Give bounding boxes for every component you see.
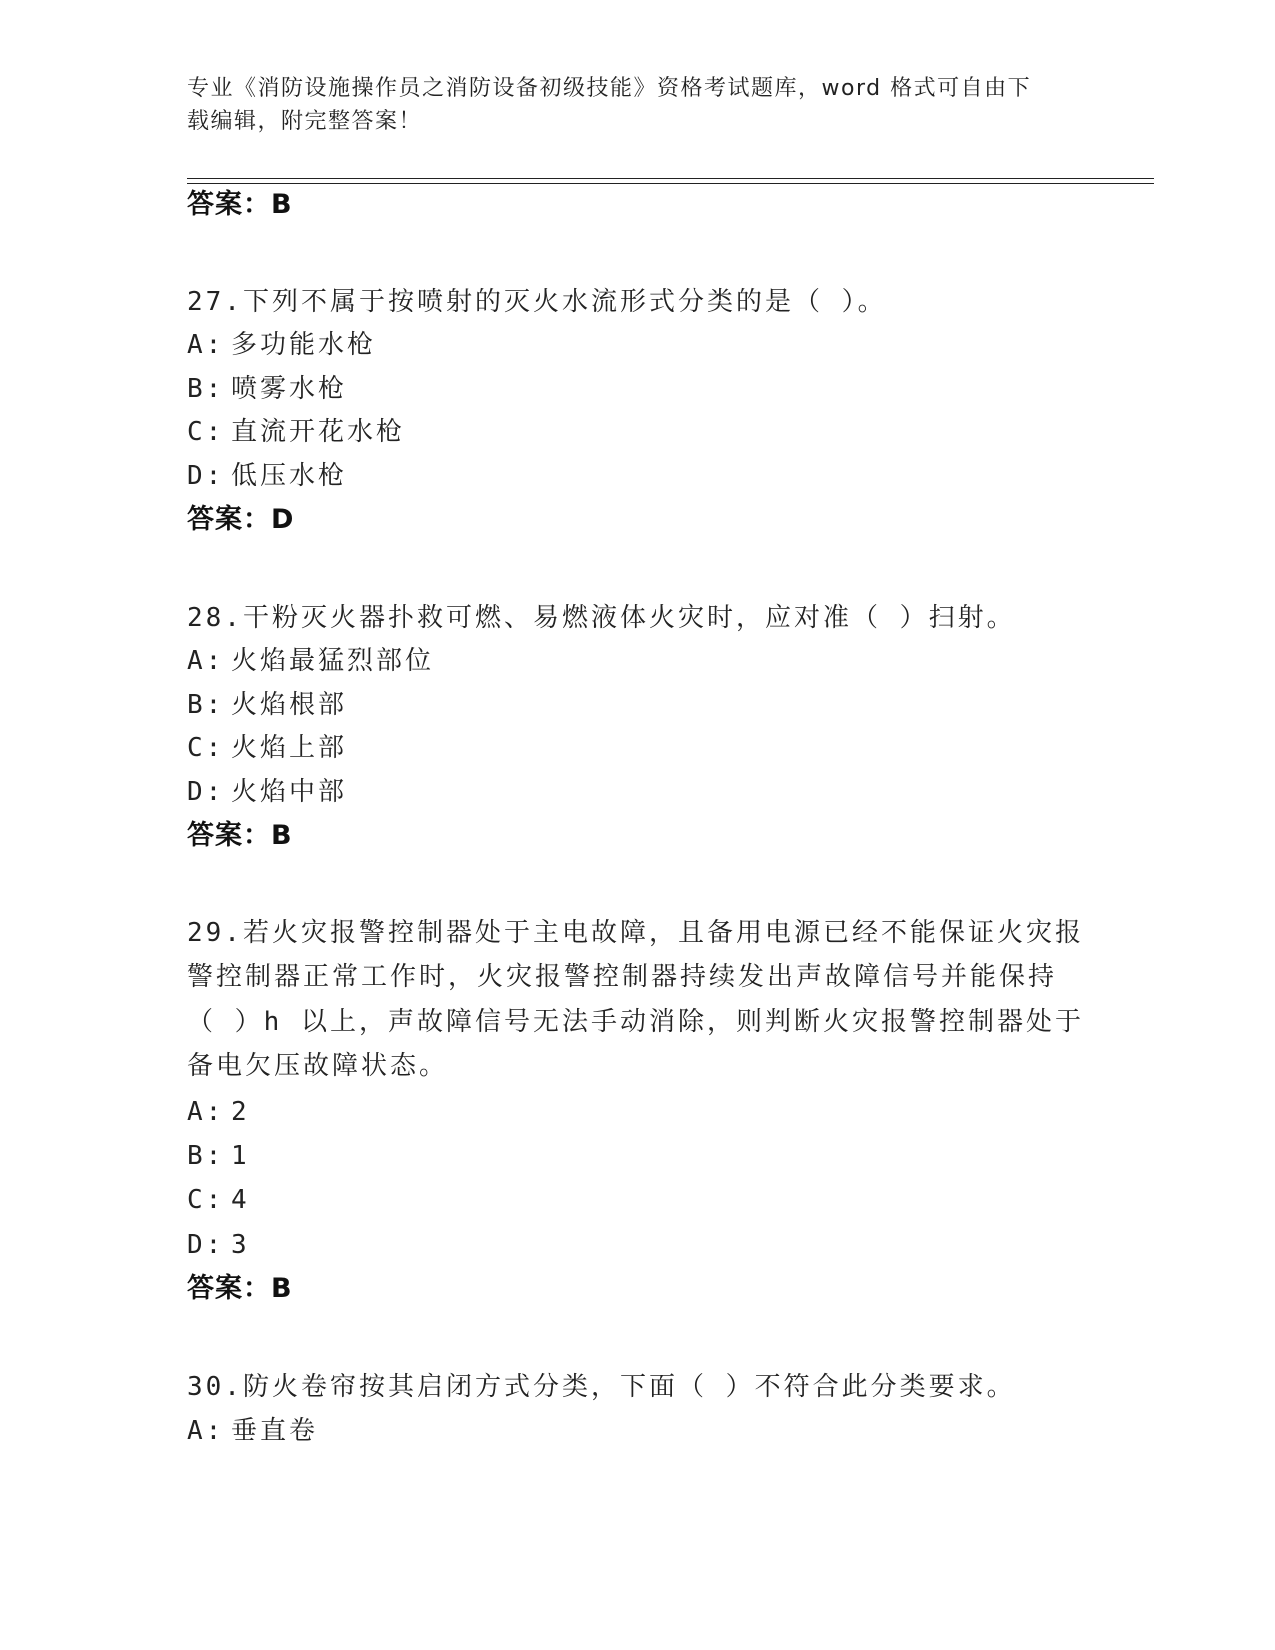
header-divider-bottom (187, 183, 1154, 184)
question-27-option-a (187, 328, 376, 362)
header-line-2: 载编辑，附完整答案！ (187, 109, 423, 134)
question-28-option-d (187, 775, 347, 809)
question-30-stem: 30.防火卷帘按其启闭方式分类，下面（ ）不符合此分类要求。 (187, 1372, 1016, 1402)
question-27-option-d (187, 459, 347, 493)
option-label: B: (187, 690, 225, 720)
option-text: 火焰根部 (231, 690, 348, 720)
option-label: C: (187, 733, 225, 763)
option-label: D: (187, 1230, 225, 1260)
question-28-option-b (187, 688, 347, 722)
option-label: A: (187, 646, 225, 676)
question-28-option-a (187, 644, 434, 678)
option-text: 1 (231, 1141, 250, 1171)
question-29-stem-line-3: （ ）h 以上，声故障信号无法手动消除，则判断火灾报警控制器处于 (187, 1007, 1084, 1037)
question-29-stem-line-4: 备电欠压故障状态。 (187, 1051, 449, 1081)
option-text: 火焰最猛烈部位 (231, 646, 435, 676)
option-label: A: (187, 1416, 225, 1446)
question-27-option-b (187, 372, 347, 406)
question-28-stem: 28.干粉灭火器扑救可燃、易燃液体火灾时，应对准（ ）扫射。 (187, 603, 1016, 633)
option-text: 直流开花水枪 (231, 417, 406, 447)
option-label: C: (187, 417, 225, 447)
option-text: 低压水枪 (231, 461, 348, 491)
question-28-option-c (187, 731, 347, 765)
option-text: 喷雾水枪 (231, 374, 348, 404)
answer-28: 答案：B (187, 820, 293, 851)
answer-27: 答案：D (187, 504, 295, 535)
question-29-option-d (187, 1228, 250, 1262)
option-text: 火焰中部 (231, 777, 348, 807)
question-27-stem: 27.下列不属于按喷射的灭火水流形式分类的是（ ）。 (187, 287, 887, 317)
question-30-option-a (187, 1414, 318, 1448)
option-text: 4 (231, 1185, 250, 1215)
option-label: D: (187, 777, 225, 807)
answer-26: 答案：B (187, 189, 293, 220)
option-label: B: (187, 374, 225, 404)
option-label: D: (187, 461, 225, 491)
option-label: C: (187, 1185, 225, 1215)
option-text: 3 (231, 1230, 250, 1260)
document-header (187, 72, 1067, 138)
option-text: 多功能水枪 (231, 330, 377, 360)
question-29-option-a (187, 1095, 250, 1129)
option-text: 2 (231, 1097, 250, 1127)
question-29-stem-line-2: 警控制器正常工作时，火灾报警控制器持续发出声故障信号并能保持 (187, 962, 1058, 992)
question-29-stem-line-1: 29.若火灾报警控制器处于主电故障，且备用电源已经不能保证火灾报 (187, 918, 1084, 948)
answer-29: 答案：B (187, 1273, 293, 1304)
question-27-option-c (187, 415, 405, 449)
option-label: B: (187, 1141, 225, 1171)
option-label: A: (187, 330, 225, 360)
header-line-1: 专业《消防设施操作员之消防设备初级技能》资格考试题库，word 格式可自由下 (187, 76, 1032, 101)
header-divider-top (187, 178, 1154, 179)
option-label: A: (187, 1097, 225, 1127)
option-text: 垂直卷 (231, 1416, 319, 1446)
question-29-option-c (187, 1183, 250, 1217)
question-29-option-b (187, 1139, 250, 1173)
option-text: 火焰上部 (231, 733, 348, 763)
